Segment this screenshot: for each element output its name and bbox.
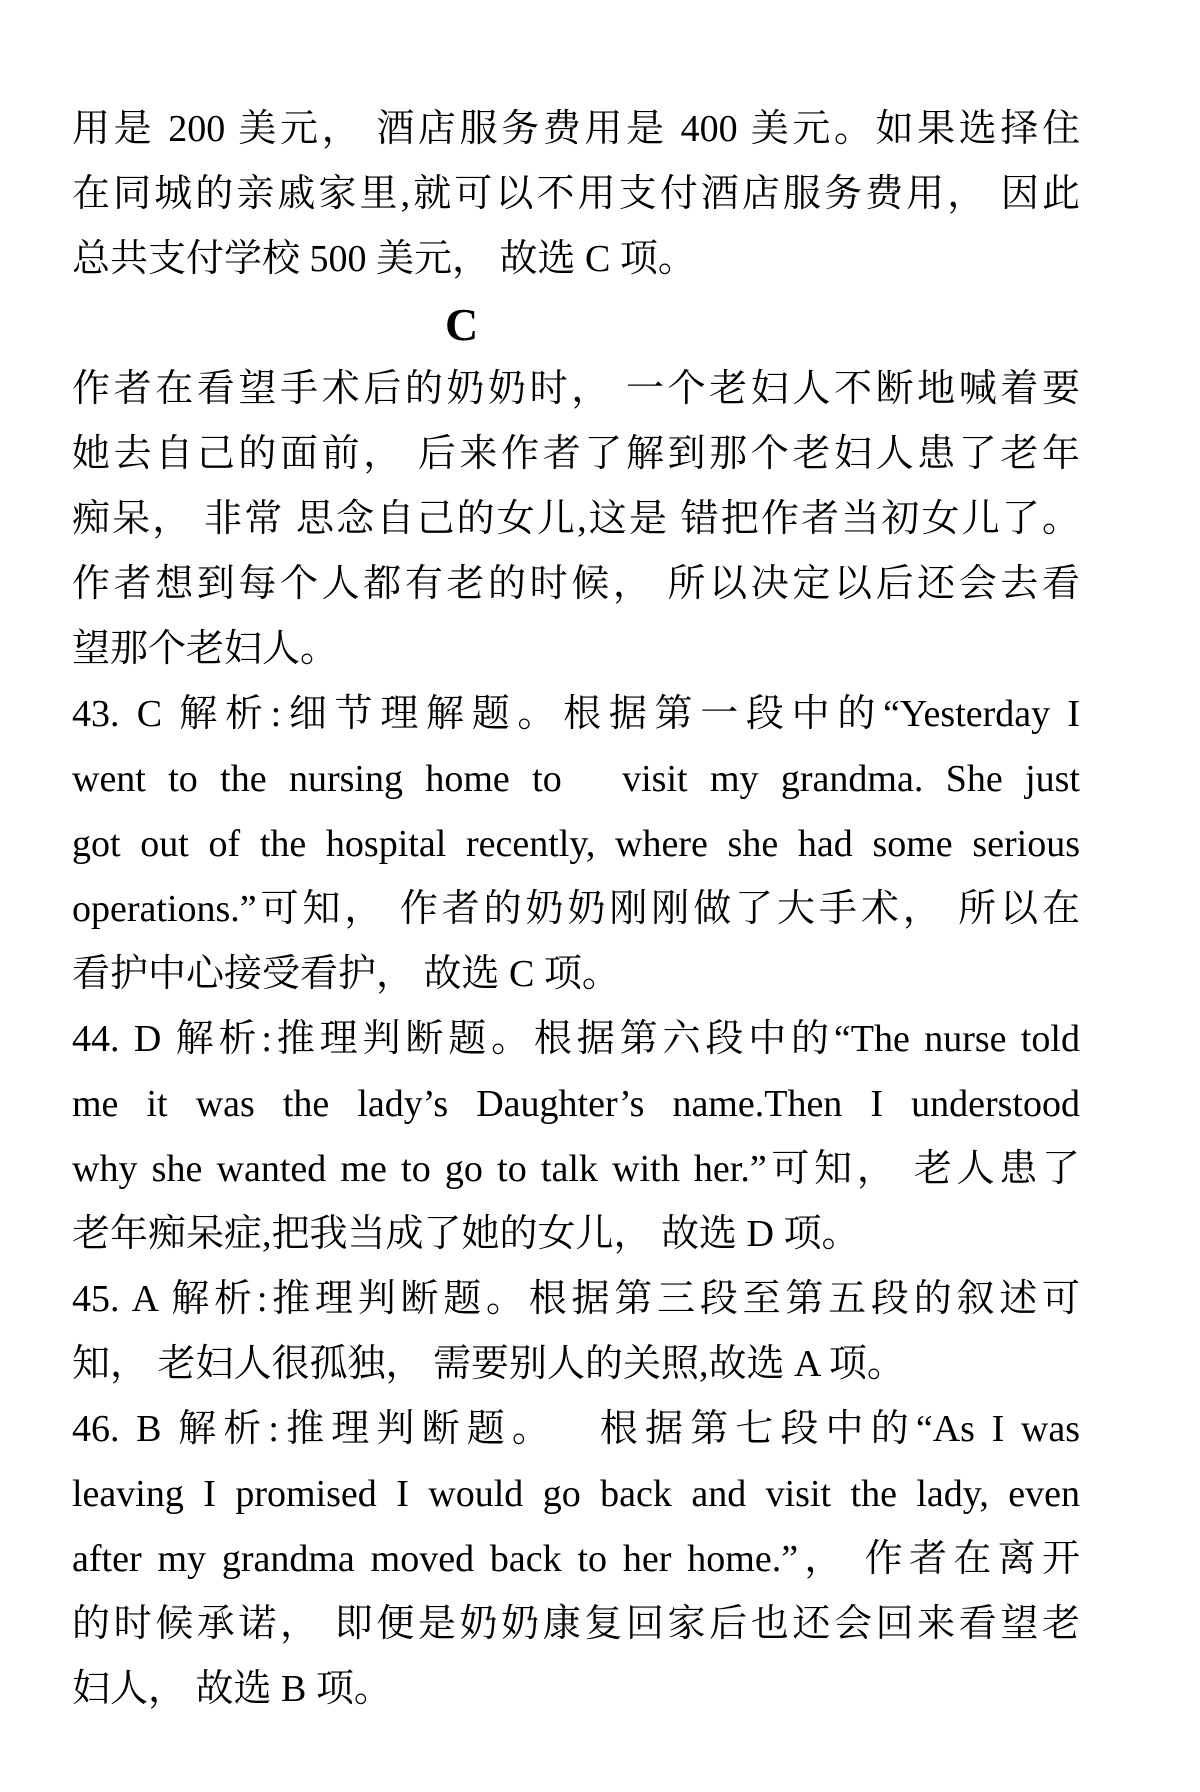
section-heading-c: C bbox=[445, 299, 479, 350]
answer-44-line-4: 老年痴呆症,把我当成了她的女儿， 故选 D 项。 bbox=[72, 1213, 860, 1255]
answer-44-line-3: why she wanted me to go to talk with her.”可知， 老人患了 bbox=[72, 1148, 1080, 1190]
answer-46-line-2: leaving I promised I would go back and visit the lady, even bbox=[72, 1473, 1080, 1515]
doc-line-02: 在同城的亲戚家里,就可以不用支付酒店服务费用， 因此 bbox=[72, 173, 1080, 215]
answer-43-line-1: 43. C 解析:细节理解题。根据第一段中的“Yesterday I bbox=[72, 693, 1080, 735]
answer-43-line-3: got out of the hospital recently, where she had some serious bbox=[72, 823, 1080, 865]
answer-44-line-1: 44. D 解析:推理判断题。根据第六段中的“The nurse told bbox=[72, 1018, 1080, 1060]
doc-line-07: 痴呆， 非常 思念自己的女儿,这是 错把作者当初女儿了。 bbox=[72, 498, 1080, 540]
answer-46-line-1: 46. B 解析:推理判断题。 根据第七段中的“As I was bbox=[72, 1408, 1080, 1450]
answer-45-line-2: 知， 老妇人很孤独， 需要别人的关照,故选 A 项。 bbox=[72, 1343, 905, 1385]
doc-line-06: 她去自己的面前， 后来作者了解到那个老妇人患了老年 bbox=[72, 433, 1080, 475]
answer-46-line-5: 妇人， 故选 B 项。 bbox=[72, 1668, 392, 1710]
answer-44-line-2: me it was the lady’s Daughter’s name.Then I understood bbox=[72, 1083, 1080, 1125]
answer-explanation-text bbox=[72, 97, 1080, 1722]
answer-46-line-4: 的时候承诺， 即便是奶奶康复回家后也还会回来看望老 bbox=[72, 1603, 1080, 1645]
doc-line-05: 作者在看望手术后的奶奶时， 一个老妇人不断地喊着要 bbox=[72, 368, 1080, 410]
doc-line-08: 作者想到每个人都有老的时候， 所以决定以后还会去看 bbox=[72, 563, 1080, 605]
doc-line-09: 望那个老妇人。 bbox=[72, 628, 339, 670]
doc-line-03: 总共支付学校 500 美元， 故选 C 项。 bbox=[72, 238, 696, 280]
doc-line-01: 用是 200 美元， 酒店服务费用是 400 美元。如果选择住 bbox=[72, 108, 1080, 150]
answer-46-line-3: after my grandma moved back to her home.”， 作者在离开 bbox=[72, 1538, 1080, 1580]
answer-43-line-4: operations.”可知， 作者的奶奶刚刚做了大手术， 所以在 bbox=[72, 888, 1080, 930]
answer-45-line-1: 45. A 解析:推理判断题。根据第三段至第五段的叙述可 bbox=[72, 1278, 1080, 1320]
answer-43-line-2: went to the nursing home to visit my grandma. She just bbox=[72, 758, 1080, 800]
answer-43-line-5: 看护中心接受看护， 故选 C 项。 bbox=[72, 953, 620, 995]
